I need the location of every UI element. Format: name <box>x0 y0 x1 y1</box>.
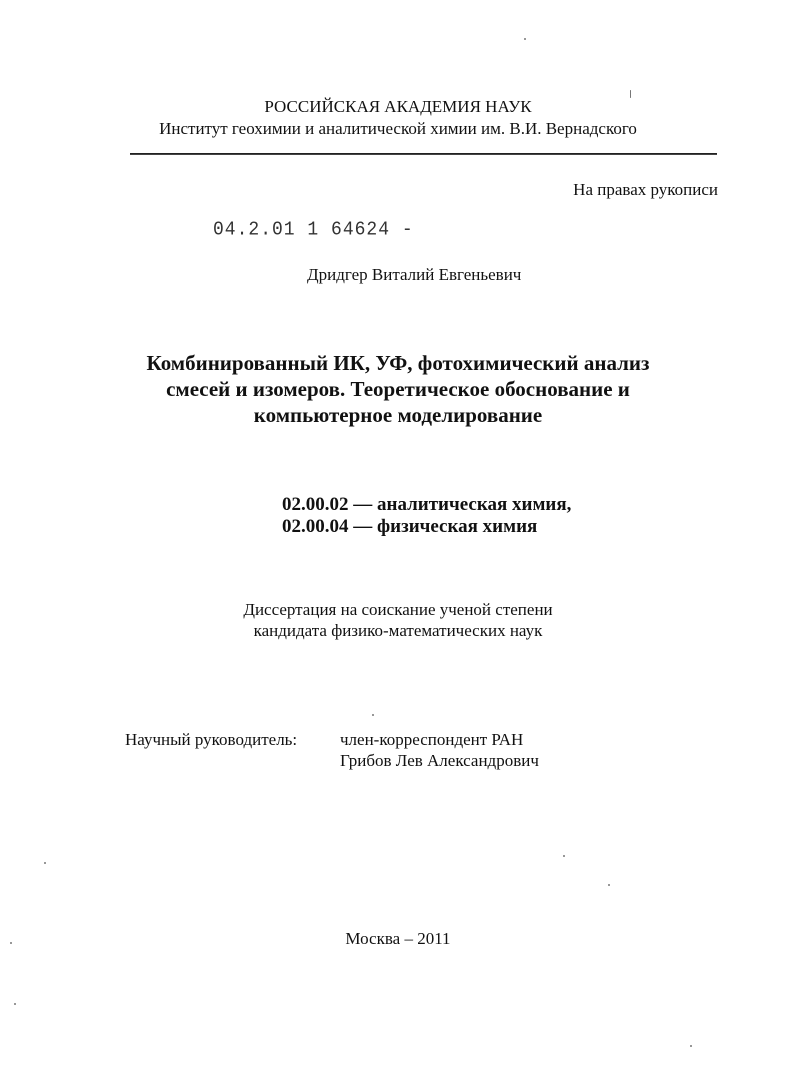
degree-line-2: кандидата физико-математических наук <box>253 621 543 640</box>
specialty-physical-chemistry: 02.00.04 — физическая химия <box>282 516 538 537</box>
scan-speck <box>10 942 12 944</box>
supervisor-position: член-корреспондент РАН <box>340 730 524 749</box>
author-name: Дридгер Виталий Евгеньевич <box>307 265 522 284</box>
supervisor-label: Научный руководитель: <box>125 730 298 749</box>
scan-speck <box>372 714 374 716</box>
scan-speck <box>524 38 526 40</box>
specialty-analytical-chemistry: 02.00.02 — аналитическая химия, <box>282 494 572 515</box>
scan-speck <box>630 90 631 98</box>
header-divider <box>130 153 717 155</box>
organization-name: РОССИЙСКАЯ АКАДЕМИЯ НАУК <box>264 97 532 116</box>
city-year: Москва – 2011 <box>345 929 451 948</box>
scan-speck <box>563 855 565 857</box>
manuscript-rights: На правах рукописи <box>573 180 718 199</box>
dissertation-title-line-3: компьютерное моделирование <box>253 403 543 427</box>
supervisor-name: Грибов Лев Александрович <box>340 751 539 770</box>
dissertation-title-line-2: смесей и изомеров. Теоретическое обоснование и <box>166 377 630 401</box>
scan-speck <box>690 1045 692 1047</box>
scan-speck <box>44 862 46 864</box>
archive-stamp: 04.2.01 1 64624 - <box>213 219 414 241</box>
scan-speck <box>608 884 610 886</box>
dissertation-title-line-1: Комбинированный ИК, УФ, фотохимический анализ <box>146 351 650 375</box>
degree-line-1: Диссертация на соискание ученой степени <box>243 600 553 619</box>
institute-name: Институт геохимии и аналитической химии им. В.И. Вернадского <box>159 119 637 138</box>
scan-speck <box>14 1003 16 1005</box>
